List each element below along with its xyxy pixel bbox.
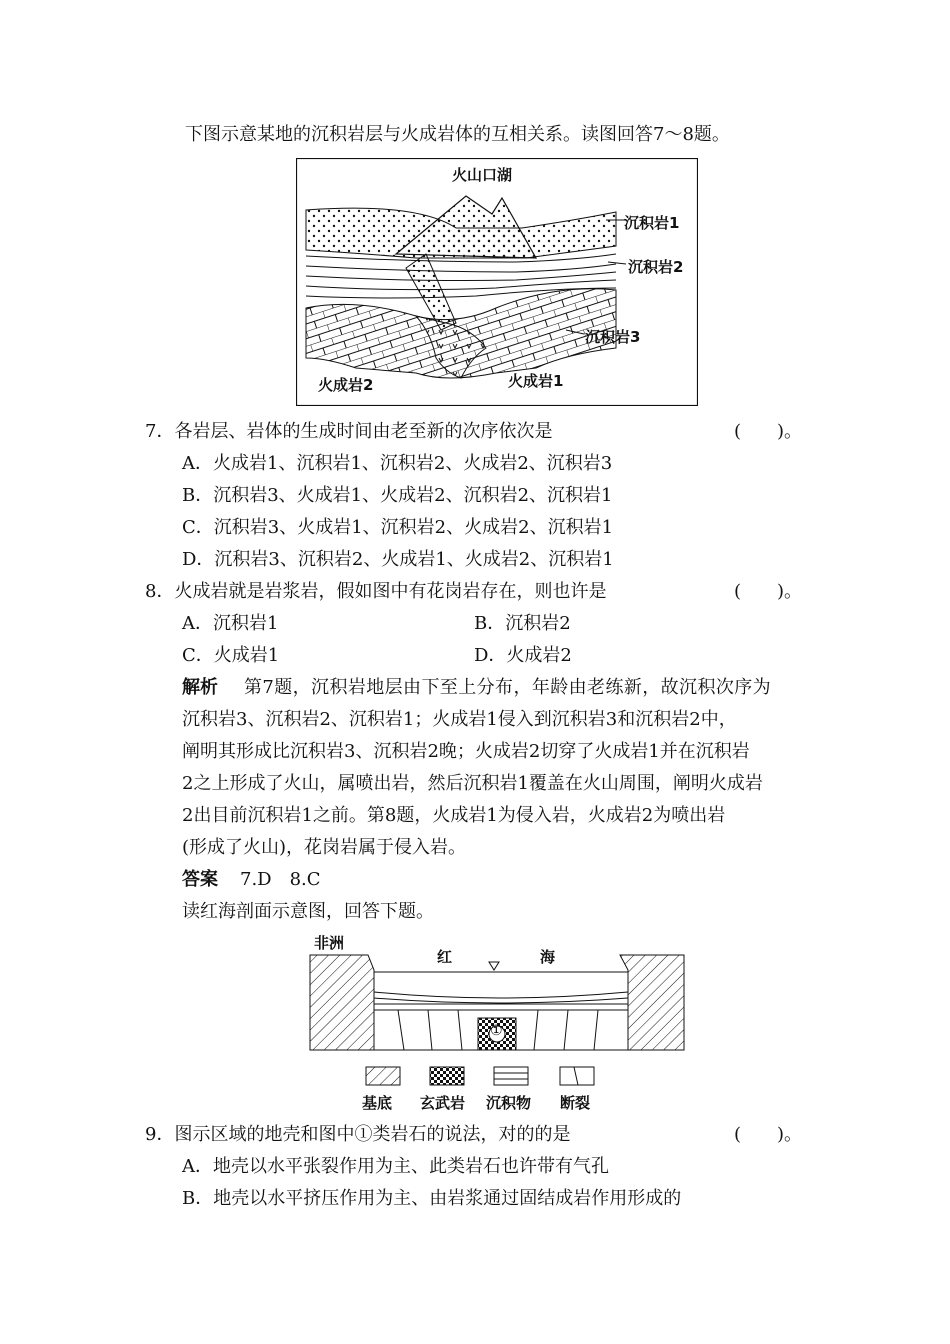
label-igneous-2: 火成岩2 <box>318 376 374 394</box>
legend-sediment: 沉积物 <box>486 1094 532 1112</box>
analysis-label: 解析 <box>182 677 218 698</box>
q8-option-a[interactable]: A．沉积岩1 <box>182 613 279 634</box>
q7-option-b[interactable]: B．沉积岩3、火成岩1、火成岩2、沉积岩2、沉积岩1 <box>182 485 613 506</box>
q8-option-b[interactable]: B．沉积岩2 <box>474 613 571 634</box>
analysis-line-2: 沉积岩3、沉积岩2、沉积岩1；火成岩1侵入到沉积岩3和沉积岩2中， <box>182 709 737 730</box>
q9-option-b[interactable]: B．地壳以水平挤压作用为主、由岩浆通过固结成岩作用形成的 <box>182 1188 682 1209</box>
answer-value: 7.D 8.C <box>240 869 321 890</box>
rock-layers-figure <box>296 158 698 406</box>
legend-basalt: 玄武岩 <box>420 1094 466 1112</box>
label-sedimentary-3: 沉积岩3 <box>585 328 641 346</box>
legend-fault: 断裂 <box>560 1094 591 1112</box>
intro-text: 下图示意某地的沉积岩层与火成岩体的互相关系。读图回答7～8题。 <box>185 124 730 145</box>
label-sedimentary-2: 沉积岩2 <box>628 258 684 276</box>
marker-1: ① <box>490 1023 503 1039</box>
q8-option-d[interactable]: D．火成岩2 <box>474 645 572 666</box>
answer-label: 答案 <box>182 869 218 890</box>
q7-answer-blank[interactable]: ( )。 <box>734 421 803 442</box>
q7-stem: 7．各岩层、岩体的生成时间由老至新的次序依次是 <box>145 421 553 442</box>
q9-option-a[interactable]: A．地壳以水平张裂作用为主、此类岩石也许带有气孔 <box>182 1156 609 1177</box>
label-africa: 非洲 <box>314 934 345 952</box>
label-sedimentary-1: 沉积岩1 <box>624 214 680 232</box>
intro2-text: 读红海剖面示意图，回答下题。 <box>182 901 434 922</box>
label-crater-lake: 火山口湖 <box>452 166 513 184</box>
q9-answer-blank[interactable]: ( )。 <box>734 1124 803 1145</box>
q8-stem: 8．火成岩就是岩浆岩，假如图中有花岗岩存在，则也许是 <box>145 581 607 602</box>
analysis-line-4: 2之上形成了火山，属喷出岩，然后沉积岩1覆盖在火山周围，阐明火成岩 <box>182 773 763 794</box>
q7-option-a[interactable]: A．火成岩1、沉积岩1、沉积岩2、火成岩2、沉积岩3 <box>182 453 613 474</box>
analysis-line-6: (形成了火山)，花岗岩属于侵入岩。 <box>182 837 467 858</box>
label-red: 红 <box>437 948 453 966</box>
q8-option-c[interactable]: C．火成岩1 <box>182 645 280 666</box>
analysis-line-1: 第7题，沉积岩地层由下至上分布，年龄由老练新，故沉积次序为 <box>244 677 772 698</box>
analysis-line-3: 阐明其形成比沉积岩3、沉积岩2晚；火成岩2切穿了火成岩1并在沉积岩 <box>182 741 750 762</box>
q9-stem: 9．图示区域的地壳和图中①类岩石的说法，对的的是 <box>145 1124 571 1145</box>
label-sea: 海 <box>540 948 556 966</box>
q7-option-c[interactable]: C．沉积岩3、火成岩1、沉积岩2、火成岩2、沉积岩1 <box>182 517 614 538</box>
label-igneous-1: 火成岩1 <box>508 372 564 390</box>
q7-option-d[interactable]: D．沉积岩3、沉积岩2、火成岩1、火成岩2、沉积岩1 <box>182 549 614 570</box>
analysis-line-5: 2出目前沉积岩1之前。第8题，火成岩1为侵入岩，火成岩2为喷出岩 <box>182 805 726 826</box>
q8-answer-blank[interactable]: ( )。 <box>734 581 803 602</box>
legend-basement: 基底 <box>362 1094 393 1112</box>
